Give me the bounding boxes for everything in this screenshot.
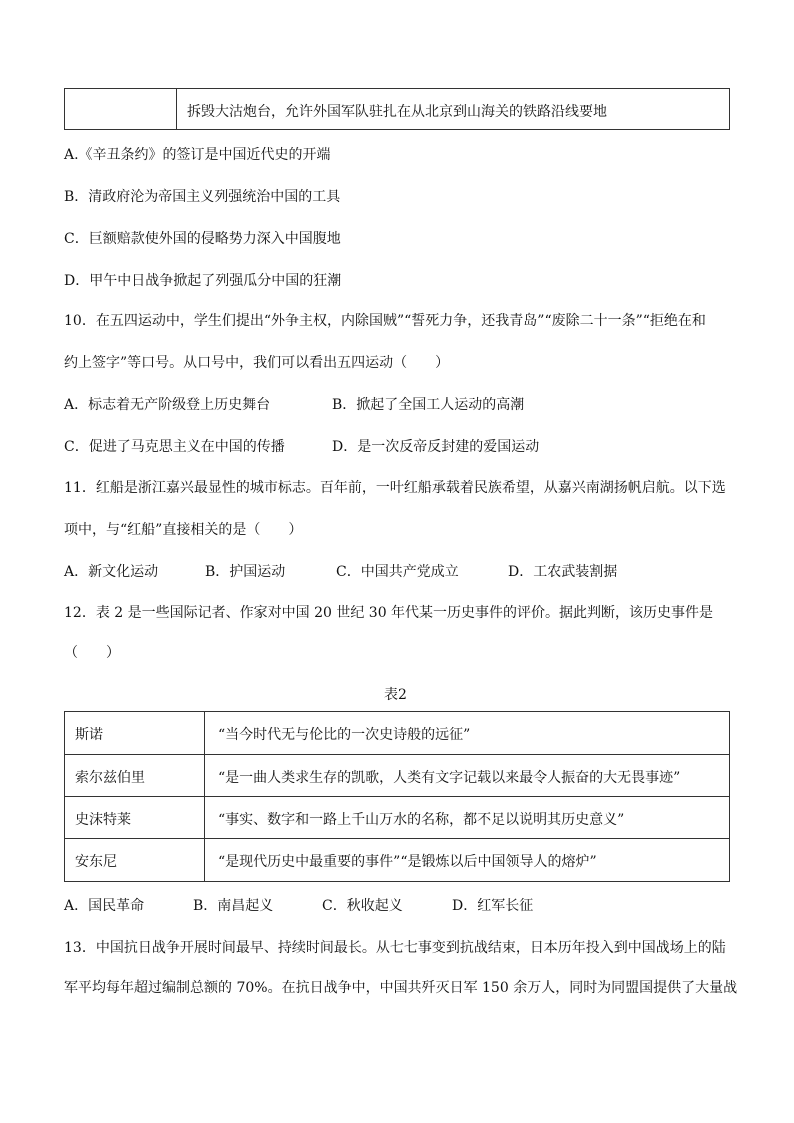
table-cell-name: 斯诺 xyxy=(75,727,103,743)
table2-title: 表2 xyxy=(384,687,407,703)
q11-option-a: A．新文化运动 xyxy=(64,564,159,580)
q10-stem-line2: 约上签字”等口号。从口号中，我们可以看出五四运动（ ） xyxy=(64,355,450,371)
table-cell-name: 索尔兹伯里 xyxy=(75,770,145,786)
table-row xyxy=(65,712,729,754)
top-table-left-cell xyxy=(65,89,177,129)
q10-stem-line1: 10．在五四运动中，学生们提出“外争主权，内除国贼”“誓死力争，还我青岛”“废除二十一条”“拒绝在和 xyxy=(64,313,706,329)
q12-stem-line2: （ ） xyxy=(64,645,120,661)
table-row xyxy=(65,796,729,839)
table-cell-quote: “事实、数字和一路上千山万水的名称，都不足以说明其历史意义” xyxy=(218,812,625,828)
table-cell-quote: “当今时代无与伦比的一次史诗般的远征” xyxy=(218,727,471,743)
q11-option-d: D．工农武装割据 xyxy=(508,564,618,580)
top-table xyxy=(64,88,730,130)
q11-stem-line1: 11．红船是浙江嘉兴最显性的城市标志。百年前，一叶红船承载着民族希望，从嘉兴南湖扬帆启航。以下选 xyxy=(64,480,726,496)
q9-option-a: A.《辛丑条约》的签订是中国近代史的开端 xyxy=(64,147,331,163)
table-row xyxy=(65,754,729,797)
q12-option-a: A．国民革命 xyxy=(64,898,145,914)
q12-option-c: C．秋收起义 xyxy=(322,898,403,914)
table-cell-quote: “是一曲人类求生存的凯歌，人类有文字记载以来最令人振奋的大无畏事迹” xyxy=(218,770,681,786)
q11-stem-line2: 项中，与“红船”直接相关的是（ ） xyxy=(64,522,303,538)
q9-option-d: D．甲午中日战争掀起了列强瓜分中国的狂潮 xyxy=(64,273,342,289)
q10-option-c: C．促进了马克思主义在中国的传播 xyxy=(64,439,285,455)
table-cell-name: 安东尼 xyxy=(75,854,117,870)
q9-option-c: C．巨额赔款使外国的侵略势力深入中国腹地 xyxy=(64,231,341,247)
table-cell-quote: “是现代历史中最重要的事件”“是锻炼以后中国领导人的熔炉” xyxy=(218,854,597,870)
q13-stem-line2: 军平均每年超过编制总额的 70%。在抗日战争中，中国共歼灭日军 150 余万人，同时为同盟国提供了大量战 xyxy=(64,980,738,996)
q12-option-d: D．红军长征 xyxy=(452,898,534,914)
q11-option-b: B．护国运动 xyxy=(205,564,286,580)
q10-option-a: A．标志着无产阶级登上历史舞台 xyxy=(64,397,271,413)
q13-stem-line1: 13．中国抗日战争开展时间最早、持续时间最长。从七七事变到抗战结束，日本历年投入到中国战场上的陆 xyxy=(64,940,726,956)
q12-option-b: B．南昌起义 xyxy=(193,898,274,914)
q11-option-c: C．中国共产党成立 xyxy=(336,564,459,580)
table-cell-name: 史沫特莱 xyxy=(75,812,131,828)
table-row xyxy=(65,838,729,881)
q12-stem-line1: 12．表 2 是一些国际记者、作家对中国 20 世纪 30 年代某一历史事件的评价。据此判断，该历史事件是 xyxy=(64,605,714,621)
q9-option-b: B．清政府沦为帝国主义列强统治中国的工具 xyxy=(64,189,341,205)
top-table-right-cell: 拆毁大沽炮台，允许外国军队驻扎在从北京到山海关的铁路沿线要地 xyxy=(187,104,607,120)
table2 xyxy=(64,711,730,882)
q10-option-d: D．是一次反帝反封建的爱国运动 xyxy=(332,439,540,455)
q10-option-b: B．掀起了全国工人运动的高潮 xyxy=(332,397,525,413)
